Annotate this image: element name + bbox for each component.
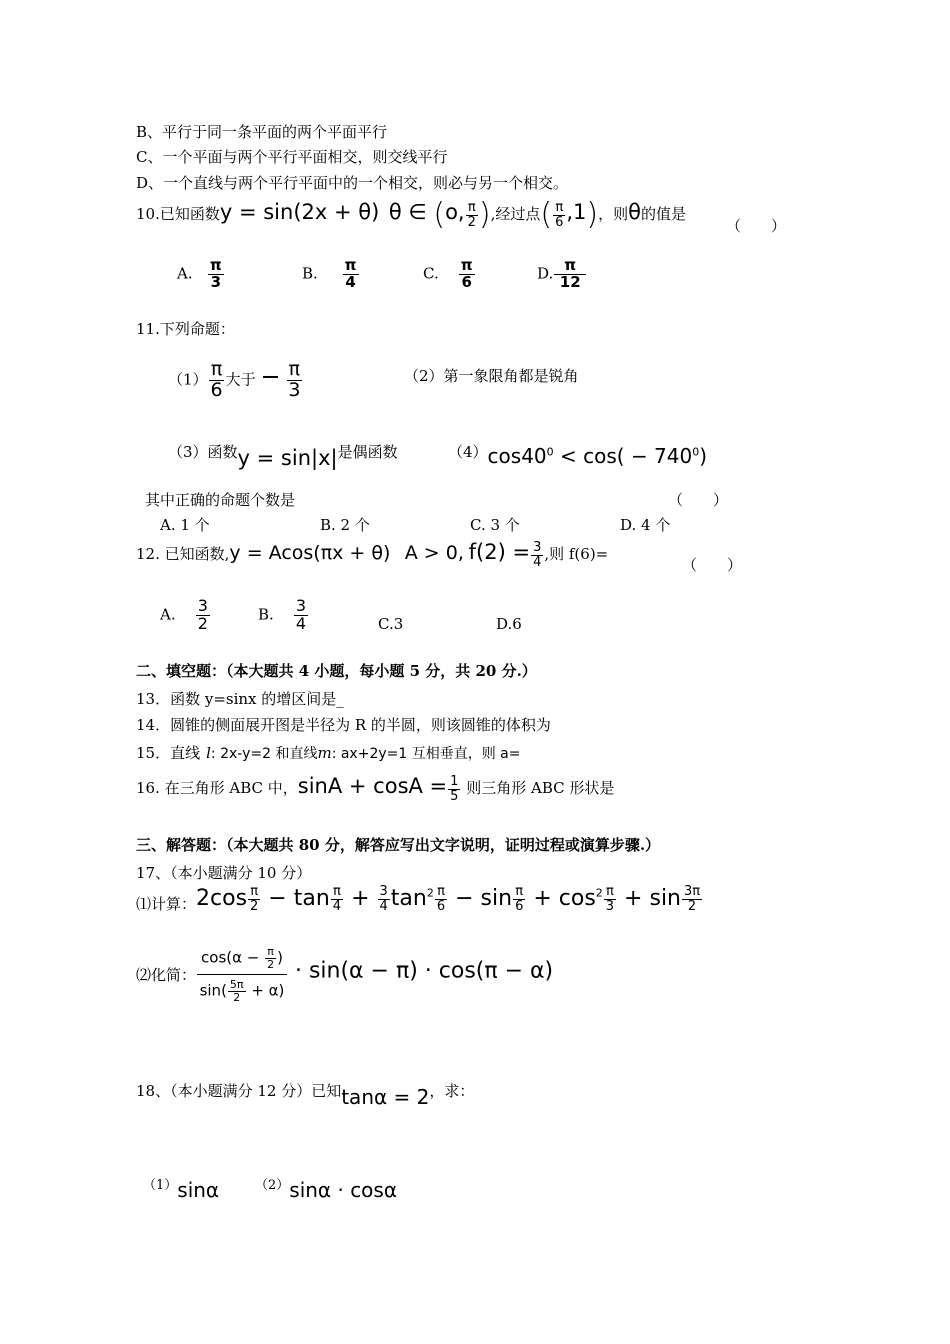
math-part: < cos( − 740 — [553, 444, 693, 468]
question-17: 17、（本小题满分 10 分） — [136, 864, 312, 882]
frac-num: π — [467, 199, 476, 215]
q10-prefix: 10.已知函数 — [136, 205, 220, 223]
q18-part-2 — [255, 1170, 398, 1202]
question-13: 13．函数 y=sinx 的增区间是_ — [136, 690, 344, 708]
question-11-title: 11.下列命题： — [136, 320, 235, 338]
option-label: A. — [177, 264, 193, 283]
q17-expression: 2cos $\frac{\pi}{2}$ − tan $\frac{\pi}{4}$ + $\frac{3}{4}$ $\tan^2$ $\frac{\pi}{6}$ − sin $\frac{\pi}{6}$ + $\cos^2$ $\frac{\pi}{3}$ + sin $\frac{3\pi}{2}$ — [196, 884, 701, 914]
frac-den: 2 — [467, 214, 476, 230]
q12-condition: A > 0, — [404, 542, 464, 564]
q18-math: tanα = 2 — [341, 1085, 430, 1109]
option-label: B. — [258, 605, 274, 624]
frac-den: 4 — [345, 272, 356, 291]
q11-option-b: B. 2 个 — [320, 516, 370, 534]
frac-num: π — [460, 256, 473, 274]
frac-den: 6 — [555, 214, 564, 230]
q18-part: ，求： — [429, 1082, 475, 1100]
question-18 — [136, 1077, 475, 1109]
frac-num: π — [210, 358, 223, 380]
q18-part: 18、（本小题满分 12 分）已知 — [136, 1082, 342, 1100]
q11-blank: （ ） — [668, 491, 729, 509]
q11-option-a: A. 1 个 — [160, 516, 210, 534]
paren-close: ) — [478, 197, 491, 232]
sup: 0 — [546, 445, 554, 459]
q10-function: y = sin(2x + θ) — [219, 200, 380, 224]
prop-label: （4） — [448, 443, 488, 461]
question-10 — [136, 197, 686, 233]
q11-option-c: C. 3 个 — [470, 516, 520, 534]
q10-theta: θ — [628, 200, 642, 224]
q10-tail: 的值是 — [641, 205, 687, 223]
q15-part: : ax+2y=1 互相垂直，则 a= — [331, 746, 521, 762]
frac-num: π — [209, 256, 222, 274]
q10-blank: （ ） — [726, 217, 787, 235]
paren-open: ( — [433, 197, 446, 232]
q11-proposition-3 — [168, 438, 398, 470]
q12-ask: ,则 f(6)= — [544, 545, 609, 563]
frac-den: 3 — [288, 378, 301, 401]
frac-den: 4 — [533, 554, 542, 570]
q11-ask: 其中正确的命题个数是 — [145, 491, 296, 509]
frac-den: 6 — [210, 378, 223, 401]
frac-num: π — [344, 256, 357, 274]
frac-num: 3 — [197, 596, 208, 615]
q18-math: sinα · cosα — [289, 1178, 398, 1202]
option-d-prev: D、一个直线与两个平行平面中的一个相交，则必与另一个相交。 — [136, 174, 569, 192]
q18-part-1 — [143, 1170, 220, 1202]
prop-label: （3）函数 — [168, 443, 238, 461]
frac-den: 3 — [210, 272, 222, 291]
q15-l: l — [206, 744, 211, 762]
q17-fraction: cos(α − $\frac{\pi}{2}$ ) sin( $\frac{5\pi}{2}$ + α) — [197, 944, 287, 1003]
q12-blank: （ ） — [682, 556, 743, 574]
option-b-prev: B、平行于同一条平面的两个平面平行 — [136, 123, 388, 141]
q17-part-2 — [136, 944, 553, 1003]
q11-proposition-4 — [448, 438, 708, 468]
q16-part: 则三角形 ABC 形状是 — [466, 779, 615, 797]
q15-m: m — [317, 744, 332, 762]
paren-close: ) — [586, 197, 599, 232]
q11-option-d: D. 4 个 — [620, 516, 671, 534]
frac-num: 3 — [533, 539, 542, 555]
math-part: cos40 — [487, 444, 547, 468]
frac-num: 1 — [450, 773, 459, 789]
q10-zero: o, — [445, 200, 465, 224]
q11-proposition-1 — [168, 360, 303, 401]
question-16 — [136, 774, 614, 803]
option-c-prev: C、一个平面与两个平行平面相交，则交线平行 — [136, 148, 448, 166]
frac-num: π — [555, 199, 564, 215]
q10-pass: ,经过点 — [490, 205, 541, 223]
q12-function: y = Acos(πx + θ) — [229, 542, 391, 564]
prop-label: （1） — [168, 370, 208, 389]
q10-then: ，则 — [598, 205, 629, 223]
q11-proposition-2: （2）第一象限角都是锐角 — [404, 367, 579, 385]
paren-open: ( — [540, 197, 553, 232]
q17-label: ⑴计算： — [136, 895, 197, 914]
section-2-heading: 二、填空题：（本大题共 4 小题，每小题 5 分，共 20 分.） — [136, 662, 537, 680]
q12-option-d: D.6 — [496, 615, 522, 633]
q18-label: （1） — [143, 1178, 178, 1193]
prop-math: y = sin|x| — [237, 446, 338, 470]
q15-part: : 2x-y=2 和直线 — [210, 746, 318, 762]
math-part: ) — [699, 444, 708, 468]
q10-option-d — [537, 258, 587, 291]
q12-option-b — [258, 598, 309, 633]
frac-den: 2 — [197, 613, 208, 633]
frac-den: 4 — [295, 613, 307, 633]
q10-option-c — [423, 258, 476, 291]
q17-label: ⑵化简： — [136, 965, 197, 984]
q16-part: 16. 在三角形 ABC 中， — [136, 779, 298, 797]
question-15 — [136, 744, 521, 763]
q10-option-b — [302, 258, 360, 291]
prop-text: 大于 — [225, 370, 256, 389]
q10-option-a — [177, 258, 225, 291]
q18-math: sinα — [177, 1178, 220, 1202]
q12-f2: f(2) = — [468, 540, 531, 564]
q16-math: sinA + cosA = — [297, 774, 448, 798]
section-3-heading: 三、解答题：（本大题共 80 分，解答应写出文字说明，证明过程或演算步骤.） — [136, 836, 661, 854]
prop-text: 是偶函数 — [337, 443, 398, 461]
q18-label: （2） — [255, 1178, 290, 1193]
question-14: 14．圆锥的侧面展开图是半径为 R 的半圆，则该圆锥的体积为 — [136, 716, 551, 734]
q17-product: · sin(α − π) · cos(π − α) — [287, 958, 554, 984]
q17-part-1 — [136, 885, 703, 913]
minus-sign: − — [260, 362, 281, 391]
q12-option-a — [160, 598, 211, 633]
frac-num: π — [554, 258, 586, 275]
frac-den: 6 — [461, 272, 472, 291]
q10-one: ,1 — [566, 200, 587, 224]
q15-part: 15．直线 — [136, 744, 201, 762]
sup: 0 — [692, 445, 700, 459]
q12-prefix: 12. 已知函数, — [136, 545, 230, 563]
option-label: D. — [537, 264, 554, 283]
frac-num: 3 — [295, 596, 307, 615]
q10-domain: θ ∈ — [388, 200, 434, 224]
option-label: A. — [160, 605, 176, 624]
q12-option-c: C.3 — [378, 615, 404, 633]
question-12 — [136, 540, 608, 569]
frac-den: 5 — [450, 788, 459, 804]
frac-num: π — [288, 358, 301, 380]
option-label: C. — [423, 264, 439, 283]
frac-den: 12 — [559, 272, 581, 291]
option-label: B. — [302, 264, 318, 283]
